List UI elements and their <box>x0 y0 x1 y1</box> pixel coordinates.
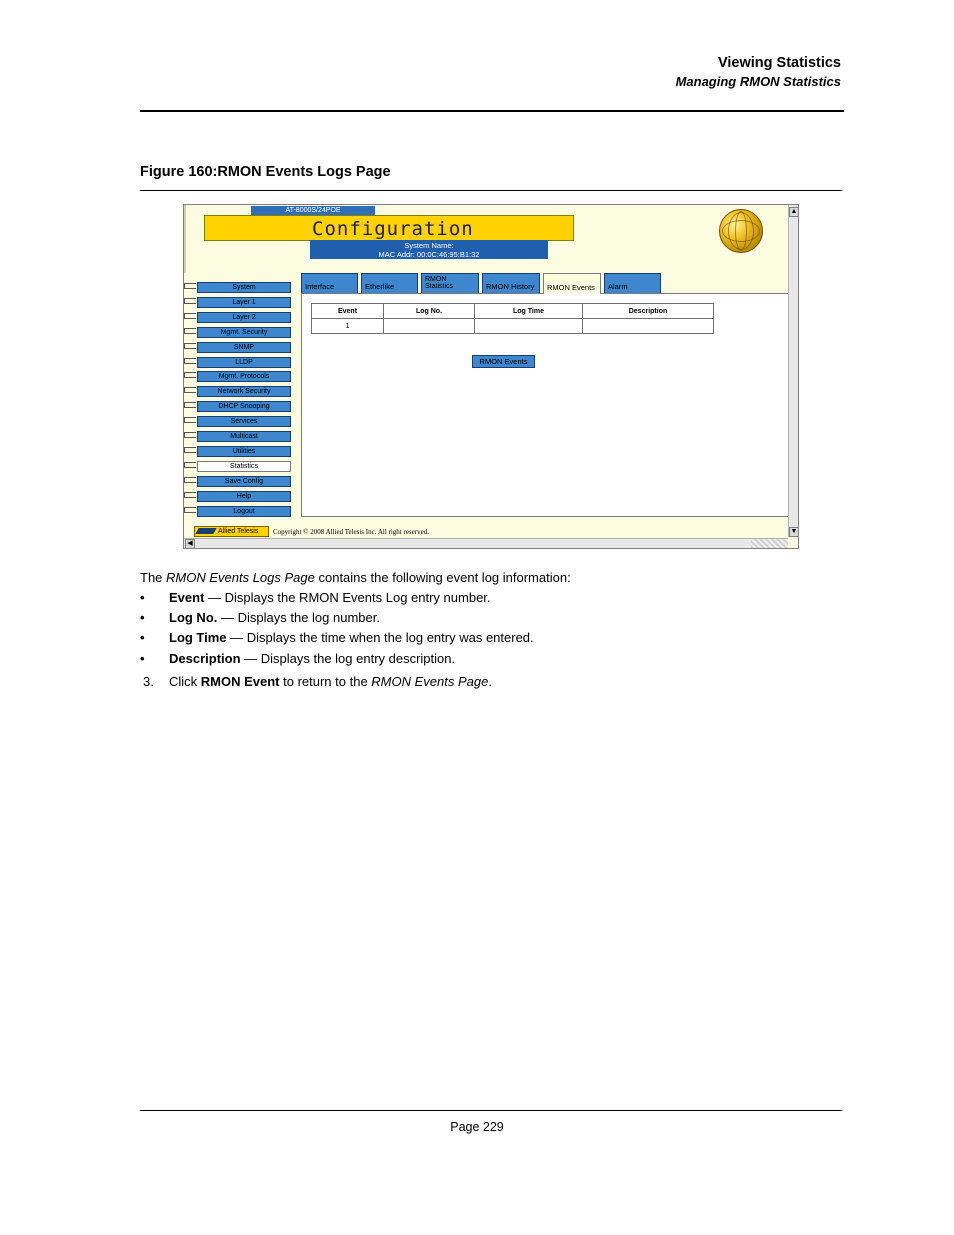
vertical-scrollbar[interactable] <box>788 205 799 537</box>
cell-log-no <box>384 319 475 334</box>
page-number: Page 229 <box>450 1120 504 1134</box>
sidebar-item-statistics[interactable]: Statistics <box>197 461 291 472</box>
caption-rule <box>140 190 842 191</box>
header-rule <box>140 110 844 112</box>
nav-tick <box>184 328 196 334</box>
rmon-events-button[interactable]: RMON Events <box>472 355 535 368</box>
model-tab: AT-8000S/24POE <box>251 206 375 216</box>
step-text: Click RMON Event to return to the RMON Events Page. <box>169 674 492 689</box>
nav-tick <box>184 343 196 349</box>
section-subtitle: Managing RMON Statistics <box>675 74 841 89</box>
nav-tick <box>184 298 196 304</box>
nav-tick <box>184 477 196 483</box>
sidebar-item-layer-1[interactable]: Layer 1 <box>197 297 291 308</box>
logo-mark-icon <box>195 528 216 534</box>
sidebar-item-services[interactable]: Services <box>197 416 291 427</box>
scrollbar-grip <box>751 539 788 548</box>
sidebar-item-system[interactable]: System <box>197 282 291 293</box>
intro-paragraph: The RMON Events Logs Page contains the following event log information: <box>140 570 571 585</box>
horizontal-scrollbar[interactable] <box>184 538 788 549</box>
list-item: Description — Displays the log entry description. <box>169 651 456 666</box>
sidebar-item-snmp[interactable]: SNMP <box>197 342 291 353</box>
bullet-icon: • <box>140 651 145 666</box>
scroll-up-icon[interactable]: ▲ <box>790 208 798 215</box>
tab-interface[interactable]: Interface <box>301 273 358 293</box>
nav-tick <box>184 372 196 378</box>
sidebar-item-layer-2[interactable]: Layer 2 <box>197 312 291 323</box>
sidebar-item-logout[interactable]: Logout <box>197 506 291 517</box>
frame-edge <box>184 205 186 273</box>
sidebar-item-utilities[interactable]: Utilities <box>197 446 291 457</box>
tab-etherlike[interactable]: Etherlike <box>361 273 418 293</box>
section-title: Viewing Statistics <box>717 55 841 71</box>
sidebar-item-multicast[interactable]: Multicast <box>197 431 291 442</box>
scroll-down-icon[interactable]: ▼ <box>790 528 798 535</box>
nav-tick <box>184 283 196 289</box>
cell-description <box>583 319 714 334</box>
tab-rmon-events[interactable]: RMON Events <box>543 273 601 294</box>
bullet-icon: • <box>140 630 145 645</box>
tab-alarm[interactable]: Alarm <box>604 273 661 293</box>
rmon-events-logs-screenshot <box>183 204 799 549</box>
bullet-icon: • <box>140 610 145 625</box>
list-item: Log Time — Displays the time when the log entry was entered. <box>169 630 534 645</box>
sidebar-item-mgmt-security[interactable]: Mgmt. Security <box>197 327 291 338</box>
mac-address-label: MAC Addr: 00:0C:46:95:B1:32 <box>378 250 480 259</box>
sidebar-item-network-security[interactable]: Network Security <box>197 386 291 397</box>
nav-tick <box>184 507 196 513</box>
figure-caption: Figure 160:RMON Events Logs Page <box>140 164 391 180</box>
step-number: 3. <box>143 674 154 689</box>
tab-rmon-history[interactable]: RMON History <box>482 273 540 293</box>
list-item: Event — Displays the RMON Events Log entry number. <box>169 590 491 605</box>
sidebar-item-lldp[interactable]: LLDP <box>197 357 291 368</box>
cell-event: 1 <box>312 319 384 334</box>
col-description: Description <box>583 304 714 319</box>
sidebar-item-mgmt-protocols[interactable]: Mgmt. Protocols <box>197 371 291 382</box>
allied-telesis-logo: Allied Telesis <box>194 526 269 537</box>
nav-tick <box>184 492 196 498</box>
nav-tick <box>184 402 196 408</box>
list-item: Log No. — Displays the log number. <box>169 610 380 625</box>
events-log-table <box>311 303 714 334</box>
footer-rule <box>140 1110 842 1111</box>
col-log-time: Log Time <box>475 304 583 319</box>
banner-title: Configuration <box>312 218 474 240</box>
scroll-left-icon[interactable]: ◀ <box>185 539 195 549</box>
nav-tick <box>184 462 196 468</box>
col-log-no: Log No. <box>384 304 475 319</box>
globe-logo-icon <box>719 209 763 253</box>
nav-tick <box>184 447 196 453</box>
col-event: Event <box>312 304 384 319</box>
nav-tick <box>184 313 196 319</box>
sidebar-item-help[interactable]: Help <box>197 491 291 502</box>
cell-log-time <box>475 319 583 334</box>
copyright-text: Copyright © 2008 Allied Telesis Inc. All right reserved. <box>273 528 429 536</box>
sidebar-item-save-config[interactable]: Save Config <box>197 476 291 487</box>
bullet-icon: • <box>140 590 145 605</box>
table-row <box>312 319 714 334</box>
nav-tick <box>184 387 196 393</box>
nav-tick <box>184 358 196 364</box>
system-info-box <box>310 240 548 259</box>
system-name-label: System Name: <box>404 241 454 250</box>
nav-tick <box>184 417 196 423</box>
tab-rmon-statistics[interactable]: RMON Statistics <box>421 273 479 293</box>
sidebar-item-dhcp-snooping[interactable]: DHCP Snooping <box>197 401 291 412</box>
nav-tick <box>184 432 196 438</box>
